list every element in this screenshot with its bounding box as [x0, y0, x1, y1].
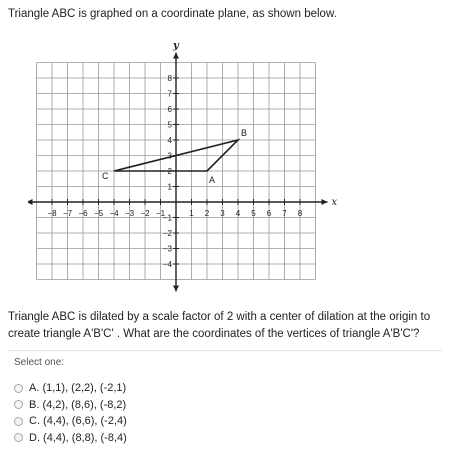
- x-axis-arrow-left-icon: [28, 199, 33, 205]
- answer-option-b[interactable]: [14, 397, 127, 414]
- radio-button[interactable]: [14, 400, 23, 409]
- radio-button[interactable]: [14, 433, 23, 442]
- y-tick-label: −3: [162, 244, 172, 254]
- x-tick-label: 5: [251, 209, 256, 218]
- y-tick-label: 1: [167, 182, 172, 192]
- x-tick-label: 4: [235, 209, 241, 218]
- y-axis-arrow-down-icon: [173, 286, 179, 292]
- x-tick-label: −1: [155, 209, 166, 218]
- divider: [8, 350, 442, 351]
- answer-option-d[interactable]: [14, 430, 127, 447]
- radio-button[interactable]: [14, 417, 23, 426]
- x-axis-arrow-right-icon: [322, 199, 328, 205]
- x-tick-label: −5: [93, 209, 104, 218]
- answer-option-c[interactable]: [14, 413, 127, 430]
- y-tick-label: 8: [167, 74, 172, 83]
- x-tick-label: −3: [124, 209, 135, 218]
- x-tick-label: 1: [189, 209, 194, 218]
- x-tick-label: −8: [47, 209, 57, 218]
- select-one-label: Select one:: [14, 357, 65, 368]
- y-tick-label: 4: [167, 136, 172, 145]
- x-tick-label: 8: [297, 209, 303, 218]
- answer-option-label: B. (4,2), (8,6), (-8,2): [29, 398, 127, 411]
- y-tick-label: −1: [162, 213, 172, 223]
- x-tick-label: 2: [204, 209, 210, 218]
- question-prompt: Triangle ABC is dilated by a scale factor of 2 with a center of dilation at the origin to create triangle A'B'C' . What are the coordinates of the vertices of triangle A'B'C'?: [8, 311, 431, 340]
- x-axis-label: x: [331, 197, 338, 208]
- x-tick-label: 3: [220, 209, 225, 218]
- vertex-label: C: [102, 171, 109, 181]
- answer-option-label: A. (1,1), (2,2), (-2,1): [29, 382, 127, 395]
- y-tick-label: 6: [167, 105, 172, 114]
- y-tick-label: 7: [167, 89, 172, 99]
- x-tick-label: 7: [282, 209, 287, 218]
- radio-button[interactable]: [14, 384, 23, 393]
- x-tick-label: −2: [140, 209, 150, 218]
- x-tick-label: −7: [62, 209, 73, 218]
- y-tick-label: −2: [162, 229, 172, 238]
- x-tick-label: −6: [78, 209, 88, 218]
- y-axis-label: y: [173, 40, 179, 52]
- vertex-label: B: [241, 128, 248, 138]
- answer-option-label: C. (4,4), (6,6), (-2,4): [29, 415, 127, 428]
- vertex-label: A: [209, 175, 216, 185]
- y-tick-label: 2: [167, 167, 172, 176]
- coordinate-plane: [28, 36, 358, 298]
- x-tick-label: −4: [109, 209, 119, 218]
- answer-options: [14, 380, 127, 446]
- y-tick-label: −4: [162, 260, 172, 269]
- y-tick-label: 5: [167, 120, 172, 130]
- question-intro: Triangle ABC is graphed on a coordinate plane, as shown below.: [8, 8, 337, 20]
- answer-option-a[interactable]: [14, 380, 127, 397]
- x-tick-label: 6: [266, 209, 272, 218]
- y-tick-label: 3: [167, 151, 172, 161]
- y-axis-arrow-up-icon: [173, 53, 179, 59]
- answer-option-label: D. (4,4), (8,8), (-8,4): [29, 431, 127, 444]
